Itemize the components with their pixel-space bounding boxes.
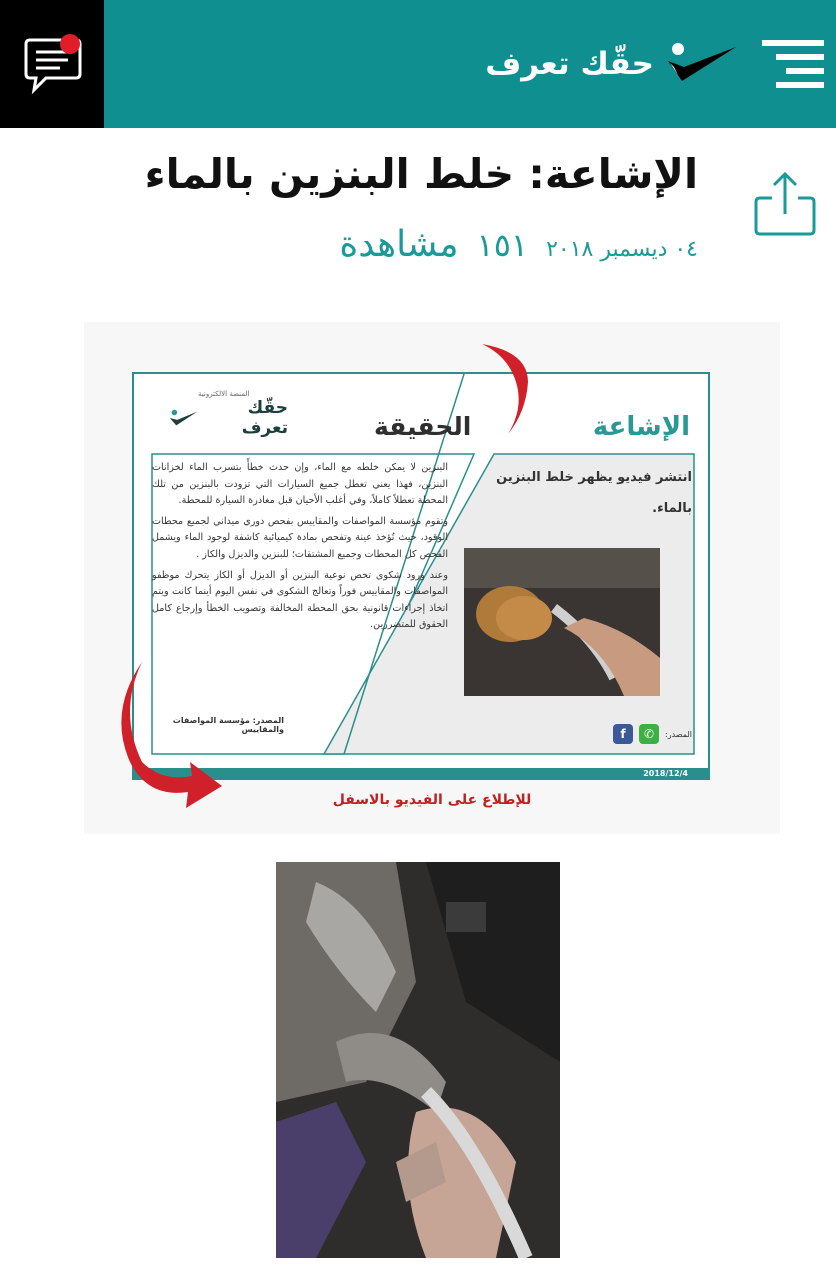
notification-dot xyxy=(60,34,80,54)
whatsapp-icon: ✆ xyxy=(639,724,659,744)
video-player[interactable] xyxy=(276,862,560,1258)
logo-small-text: المنصة الالكترونية xyxy=(198,390,250,398)
card-date: 2018/12/4 xyxy=(643,769,688,778)
rumor-heading: الإشاعة xyxy=(592,412,690,442)
infographic-caption: للإطلاع على الفيديو بالاسفل xyxy=(332,792,532,808)
chat-icon xyxy=(20,32,84,96)
share-icon[interactable] xyxy=(754,170,816,236)
brand-name: حقّك تعرف xyxy=(485,46,654,82)
article-meta xyxy=(339,224,698,265)
logo-check-icon xyxy=(168,408,199,428)
top-header xyxy=(0,0,836,128)
red-arrow-top xyxy=(468,342,548,442)
view-count: ١٥١ xyxy=(476,226,529,264)
facebook-icon: f xyxy=(613,724,633,744)
video-frame xyxy=(276,862,560,1258)
publish-date: ٠٤ ديسمبر ٢٠١٨ xyxy=(546,237,698,262)
fact-paragraph: وعند ورود شكوى تخص نوعية البنزين أو الديزل أو الكاز يتحرك موظفو المواصفات والمقاييس فوراً وتعالج الشكوى في نفس اليوم أينما كانت ويتم اتخاذ إجراءات قانونية بحق المحطة المخالفة وتصويب الخطأ وإرجاع كامل الحقوق للمتضررين. xyxy=(152,569,448,631)
card-logo xyxy=(168,390,288,438)
brand-logo[interactable] xyxy=(485,38,740,90)
views-label: مشاهدة xyxy=(339,224,459,265)
fact-source: المصدر: مؤسسة المواصفات والمقاييس xyxy=(172,716,284,734)
chat-button[interactable] xyxy=(0,0,104,128)
infographic-image xyxy=(84,322,780,834)
article-title: الإشاعة: خلط البنزين بالماء xyxy=(144,150,698,198)
fact-text xyxy=(152,460,448,638)
logo-check-icon xyxy=(664,41,740,87)
rumor-source xyxy=(613,724,692,744)
fact-paragraph: وتقوم مؤسسة المواصفات والمقاييس بفحص دوري ميداني لجميع محطات الوقود، حيث تُؤخذ عينة وتفحص بمادة كيميائية كاشفة لوجود الماء ويشمل الفحص كل المحطات وجميع المشتقات؛ للبنزين والديزل والكاز . xyxy=(152,515,448,560)
rumor-text: انتشر فيديو يظهر خلط البنزين بالماء. xyxy=(496,470,692,516)
rumor-panel xyxy=(480,454,692,754)
fact-heading: الحقيقة xyxy=(374,412,472,441)
fact-paragraph: البنزين لا يمكن خلطه مع الماء، وإن حدث خطأً بتسرب الماء لخزانات البنزين، فهذا يعني تعطل جميع السيارات التي تزودت بالبنزين من تلك المحطة تعطلاً كاملاً، وفي أغلب الأحيان قبل مغادرة السيارة للمحطة. xyxy=(152,462,448,507)
menu-icon[interactable] xyxy=(762,38,826,90)
red-arrow-bottom xyxy=(112,652,232,812)
rumor-source-label: المصدر: xyxy=(665,729,692,739)
rumor-photo xyxy=(464,548,660,696)
logo-name: حقّك تعرف xyxy=(241,398,288,438)
